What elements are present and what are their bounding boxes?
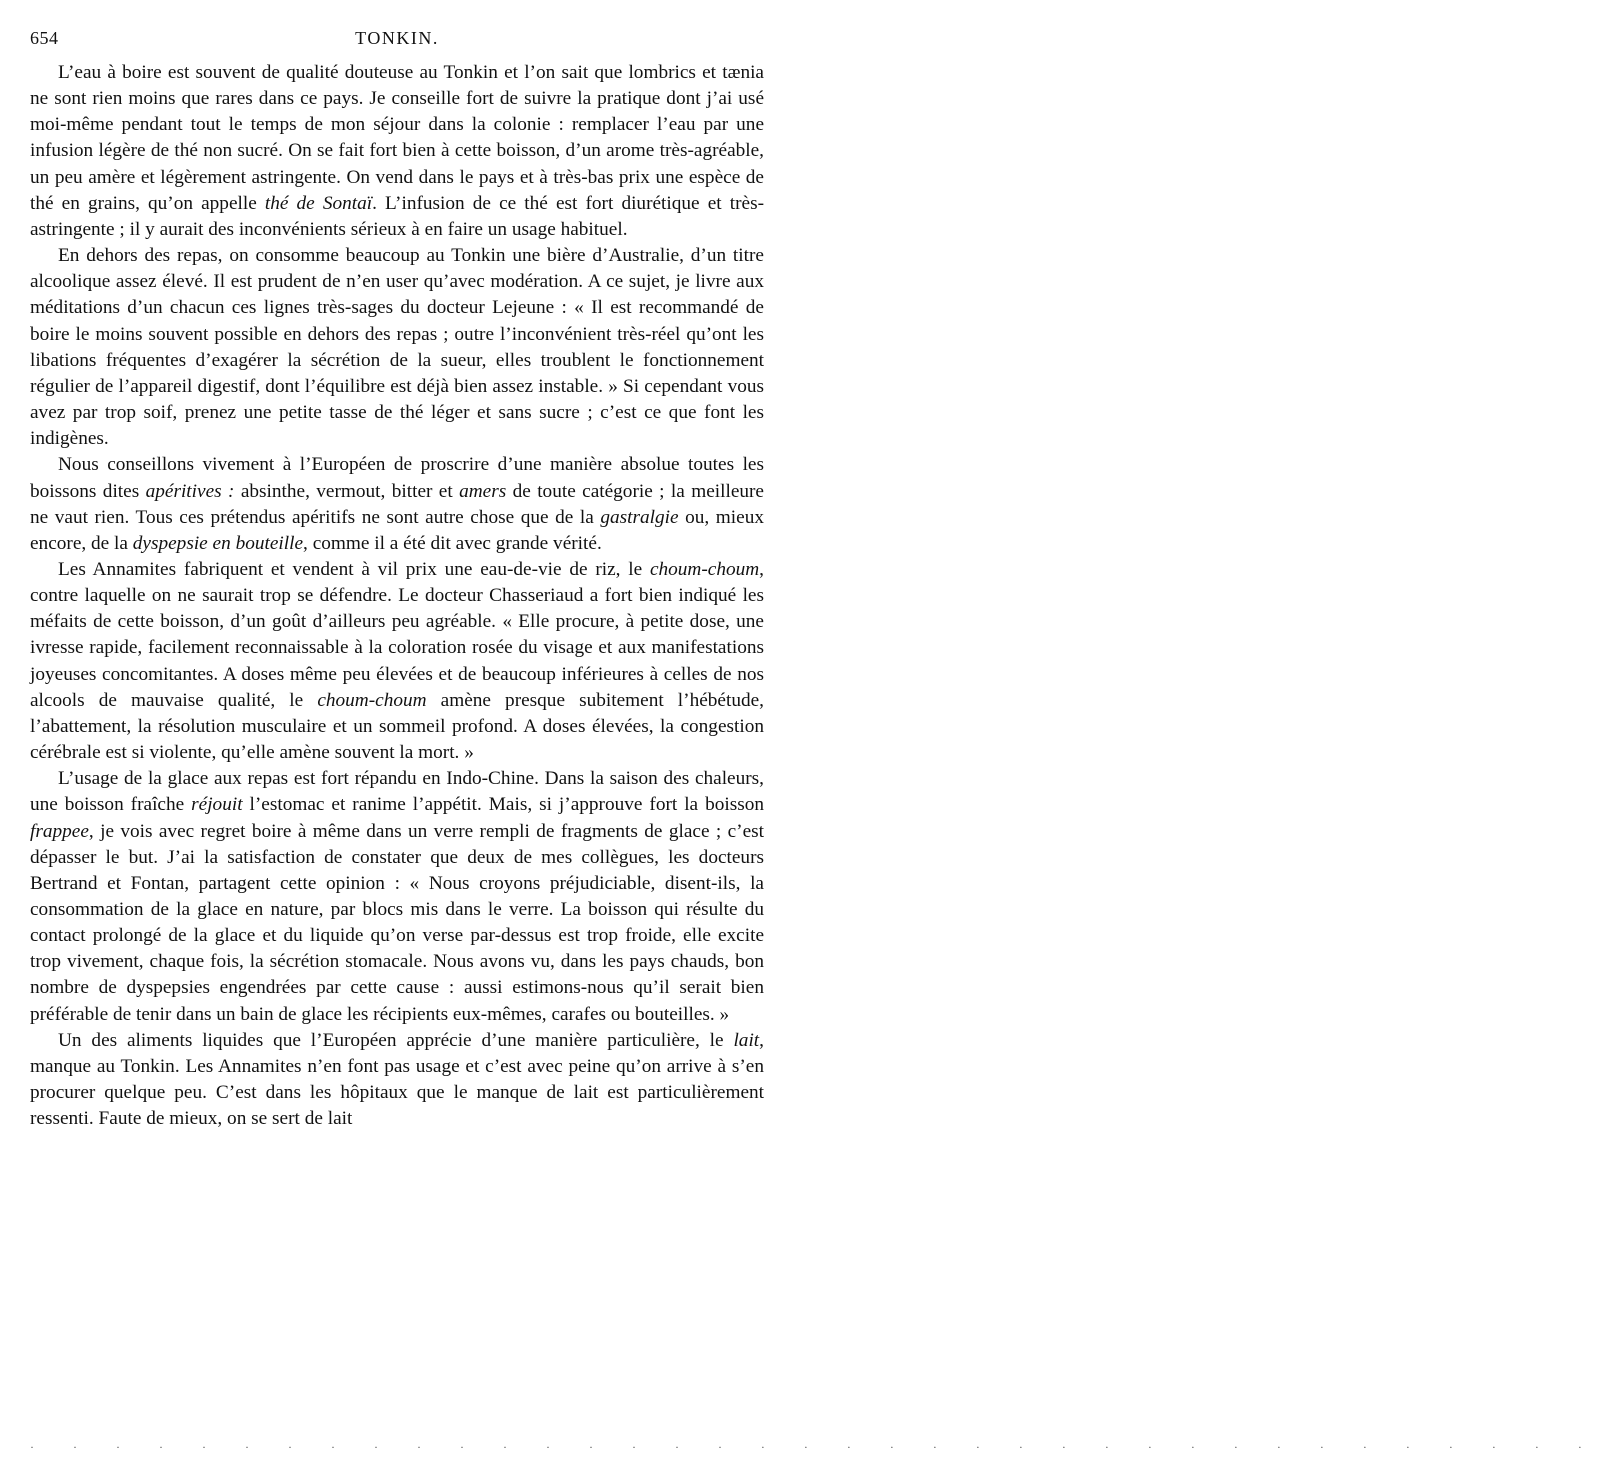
italic-text: apéritives : xyxy=(145,480,235,502)
text-run: absinthe, vermout, bitter et xyxy=(234,480,460,502)
text-run: amène presque subitement l’hébétude, l’abattement, la résolution musculaire et un sommeil profond. A doses élevées, la congestion cérébrale est si violente, qu’elle amène souvent la mort. » xyxy=(30,689,765,764)
paragraph xyxy=(30,452,764,557)
italic-text: gastralgie xyxy=(600,506,679,528)
text-run: Un des aliments liquides que l’Européen apprécie d’une manière particulière, le xyxy=(58,1029,734,1051)
book-page xyxy=(30,24,764,1132)
footer-scan-marks: · · · · · · · · · · · · · · · · · · · · · · · · · · · · · · · · · · · · · xyxy=(30,1440,1600,1454)
italic-text: dyspepsie en bouteille xyxy=(132,532,304,554)
text-run: En dehors des repas, on consomme beaucoup au Tonkin une bière d’Australie, d’un titre alcoolique assez élevé. Il est prudent de n’en user qu’avec modération. A ce sujet, je livre aux méditations d’un chacun ces lignes très-sages du docteur Lejeune : « Il est recommandé de boire le moins souvent possible en dehors des repas ; outre l’inconvénient très-réel qu’ont les libations fréquentes d’exagérer la sécrétion de la sueur, elles troublent le fonctionnement régulier de l’appareil digestif, dont l’équilibre est déjà bien assez instable. » Si cependant vous avez par trop soif, prenez une petite tasse de thé léger et sans sucre ; c’est ce que font les indigènes. xyxy=(30,245,764,450)
italic-text: frappee xyxy=(30,820,89,842)
italic-text: choum-choum xyxy=(649,558,760,580)
text-run: , contre laquelle on ne saurait trop se défendre. Le docteur Chasseriaud a fort bien indiqué les méfaits de cette boisson, d’un goût d’ailleurs peu agréable. « Elle procure, à petite dose, une ivresse rapide, facilement reconnaissable à la coloration rosée du visage et aux manifestations joyeuses concomitantes. A doses même peu élevées et de beaucoup inférieures à celles de nos alcools de mauvaise qualité, le xyxy=(30,558,764,711)
paragraph xyxy=(30,766,764,1028)
italic-text: amers xyxy=(459,480,507,502)
italic-text: thé de Sontaï xyxy=(264,192,373,214)
page-number: 654 xyxy=(30,28,59,48)
running-title: TONKIN. xyxy=(355,28,439,48)
text-run: , comme il a été dit avec grande vérité. xyxy=(303,532,602,554)
paragraph xyxy=(30,243,764,452)
text-run: l’estomac et ranime l’appétit. Mais, si j’approuve fort la boisson xyxy=(242,794,764,816)
text-run: L’eau à boire est souvent de qualité douteuse au Tonkin et l’on sait que lombrics et tænia ne sont rien moins que rares dans ce pays. Je conseille fort de suivre la pratique dont j’ai usé moi-même pendant tout le temps de mon séjour dans la colonie : remplacer l’eau par une infusion légère de thé non sucré. On se fait fort bien à cette boisson, d’un arome très-agréable, un peu amère et légèrement astringente. On vend dans le pays et à très-bas prix une espèce de thé en grains, qu’on appelle xyxy=(30,62,764,214)
body-text xyxy=(30,60,764,1132)
text-run: . L’infusion de ce thé est fort diurétique et très-astringente ; il y aurait des inconvénients sérieux à en faire un usage habituel. xyxy=(30,192,764,240)
italic-text: choum-choum xyxy=(317,689,427,711)
page-header xyxy=(30,24,764,50)
paragraph xyxy=(30,1028,764,1133)
italic-text: lait xyxy=(733,1029,760,1051)
paragraph xyxy=(30,557,764,766)
text-run: de toute catégorie ; la meilleure ne vaut rien. Tous ces prétendus apéritifs ne sont autre chose que de la xyxy=(30,480,764,528)
text-run: , manque au Tonkin. Les Annamites n’en font pas usage et c’est avec peine qu’on arrive à s’en procurer quelque peu. C’est dans les hôpitaux que le manque de lait est particulièrement ressenti. Faute de mieux, on se sert de lait xyxy=(30,1029,764,1130)
paragraph xyxy=(30,60,764,243)
text-run: Nous conseillons vivement à l’Européen de proscrire d’une manière absolue toutes les boissons dites xyxy=(30,454,764,502)
text-run: ou, mieux encore, de la xyxy=(30,506,764,554)
text-run: , je vois avec regret boire à même dans un verre rempli de fragments de glace ; c’est dépasser le but. J’ai la satisfaction de constater que deux de mes collègues, les docteurs Bertrand et Fontan, partagent cette opinion : « Nous croyons préjudiciable, disent-ils, la consommation de la glace en nature, par blocs mis dans le verre. La boisson qui résulte du contact prolongé de la glace et du liquide qu’on verse par-dessus est trop froide, elle excite trop vivement, chaque fois, la sécrétion stomacale. Nous avons vu, dans les pays chauds, bon nombre de dyspepsies engendrées par cette cause : aussi estimons-nous qu’il serait bien préférable de tenir dans un bain de glace les récipients eux-mêmes, carafes ou bouteilles. » xyxy=(30,820,764,1025)
text-run: L’usage de la glace aux repas est fort répandu en Indo-Chine. Dans la saison des chaleurs, une boisson fraîche xyxy=(30,768,764,816)
text-run: Les Annamites fabriquent et vendent à vil prix une eau-de-vie de riz, le xyxy=(58,558,650,580)
italic-text: réjouit xyxy=(191,794,243,816)
